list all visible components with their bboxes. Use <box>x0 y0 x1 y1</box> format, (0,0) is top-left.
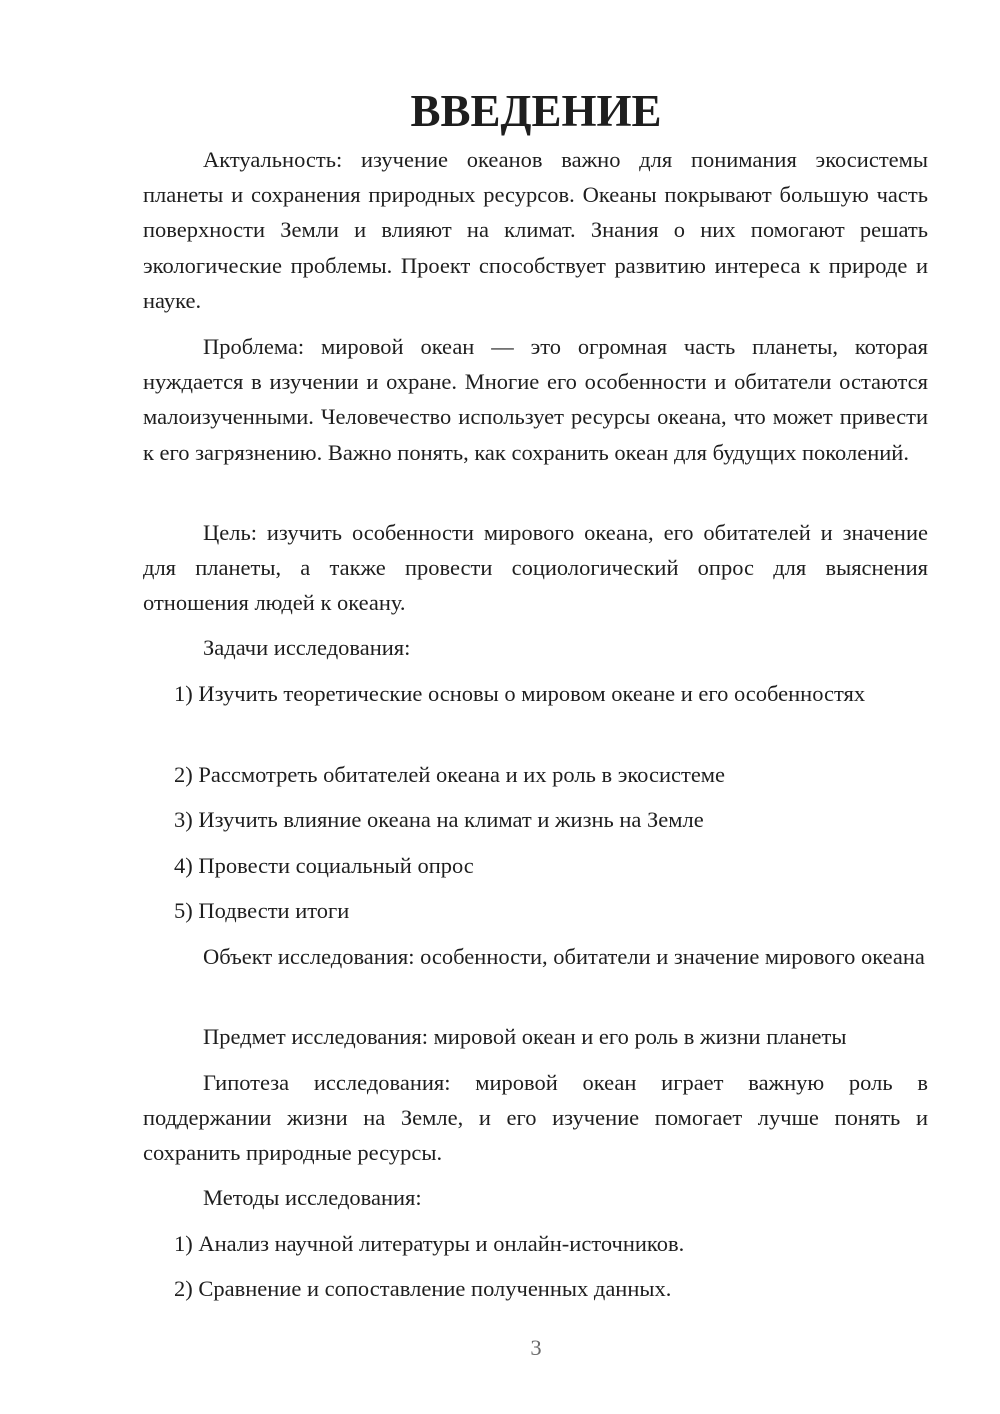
methods-heading: Методы исследования: <box>203 1185 422 1210</box>
section-heading: ВВЕДЕНИЕ <box>410 86 662 136</box>
tasks-heading: Задачи исследования: <box>203 635 411 660</box>
relevance-paragraph: Актуальность: изучение океанов важно для понимания экосистемы планеты и сохранения природных ресурсов. Океаны покрывают большую часть поверхности Земли и влияют на климат. Знания о них помогают решать экологические проблемы. Проект способствует развитию интереса к природе и науке. <box>143 147 928 313</box>
task-item-3: 3) Изучить влияние океана на климат и жизнь на Земле <box>174 807 704 832</box>
task-item-4: 4) Провести социальный опрос <box>174 853 474 878</box>
method-item-1: 1) Анализ научной литературы и онлайн-источников. <box>174 1231 685 1256</box>
problem-paragraph: Проблема: мировой океан — это огромная часть планеты, которая нуждается в изучении и охране. Многие его особенности и обитатели остаются малоизученными. Человечество использует ресурсы океана, что может привести к его загрязнению. Важно понять, как сохранить океан для будущих поколений. <box>143 334 928 465</box>
hypothesis-paragraph: Гипотеза исследования: мировой океан играет важную роль в поддержании жизни на Земле, и его изучение помогает лучше понять и сохранить природные ресурсы. <box>143 1070 928 1166</box>
page-number: 3 <box>530 1335 542 1360</box>
task-item-1: 1) Изучить теоретические основы о мировом океане и его особенностях <box>174 681 866 706</box>
task-item-2: 2) Рассмотреть обитателей океана и их роль в экосистеме <box>174 762 726 787</box>
task-item-5: 5) Подвести итоги <box>174 898 350 923</box>
goal-paragraph: Цель: изучить особенности мирового океана, его обитателей и значение для планеты, а также провести социологический опрос для выяснения отношения людей к океану. <box>143 520 928 616</box>
method-item-2: 2) Сравнение и сопоставление полученных данных. <box>174 1276 672 1301</box>
object-paragraph: Объект исследования: особенности, обитатели и значение мирового океана <box>203 944 925 969</box>
subject-paragraph: Предмет исследования: мировой океан и его роль в жизни планеты <box>203 1024 847 1049</box>
